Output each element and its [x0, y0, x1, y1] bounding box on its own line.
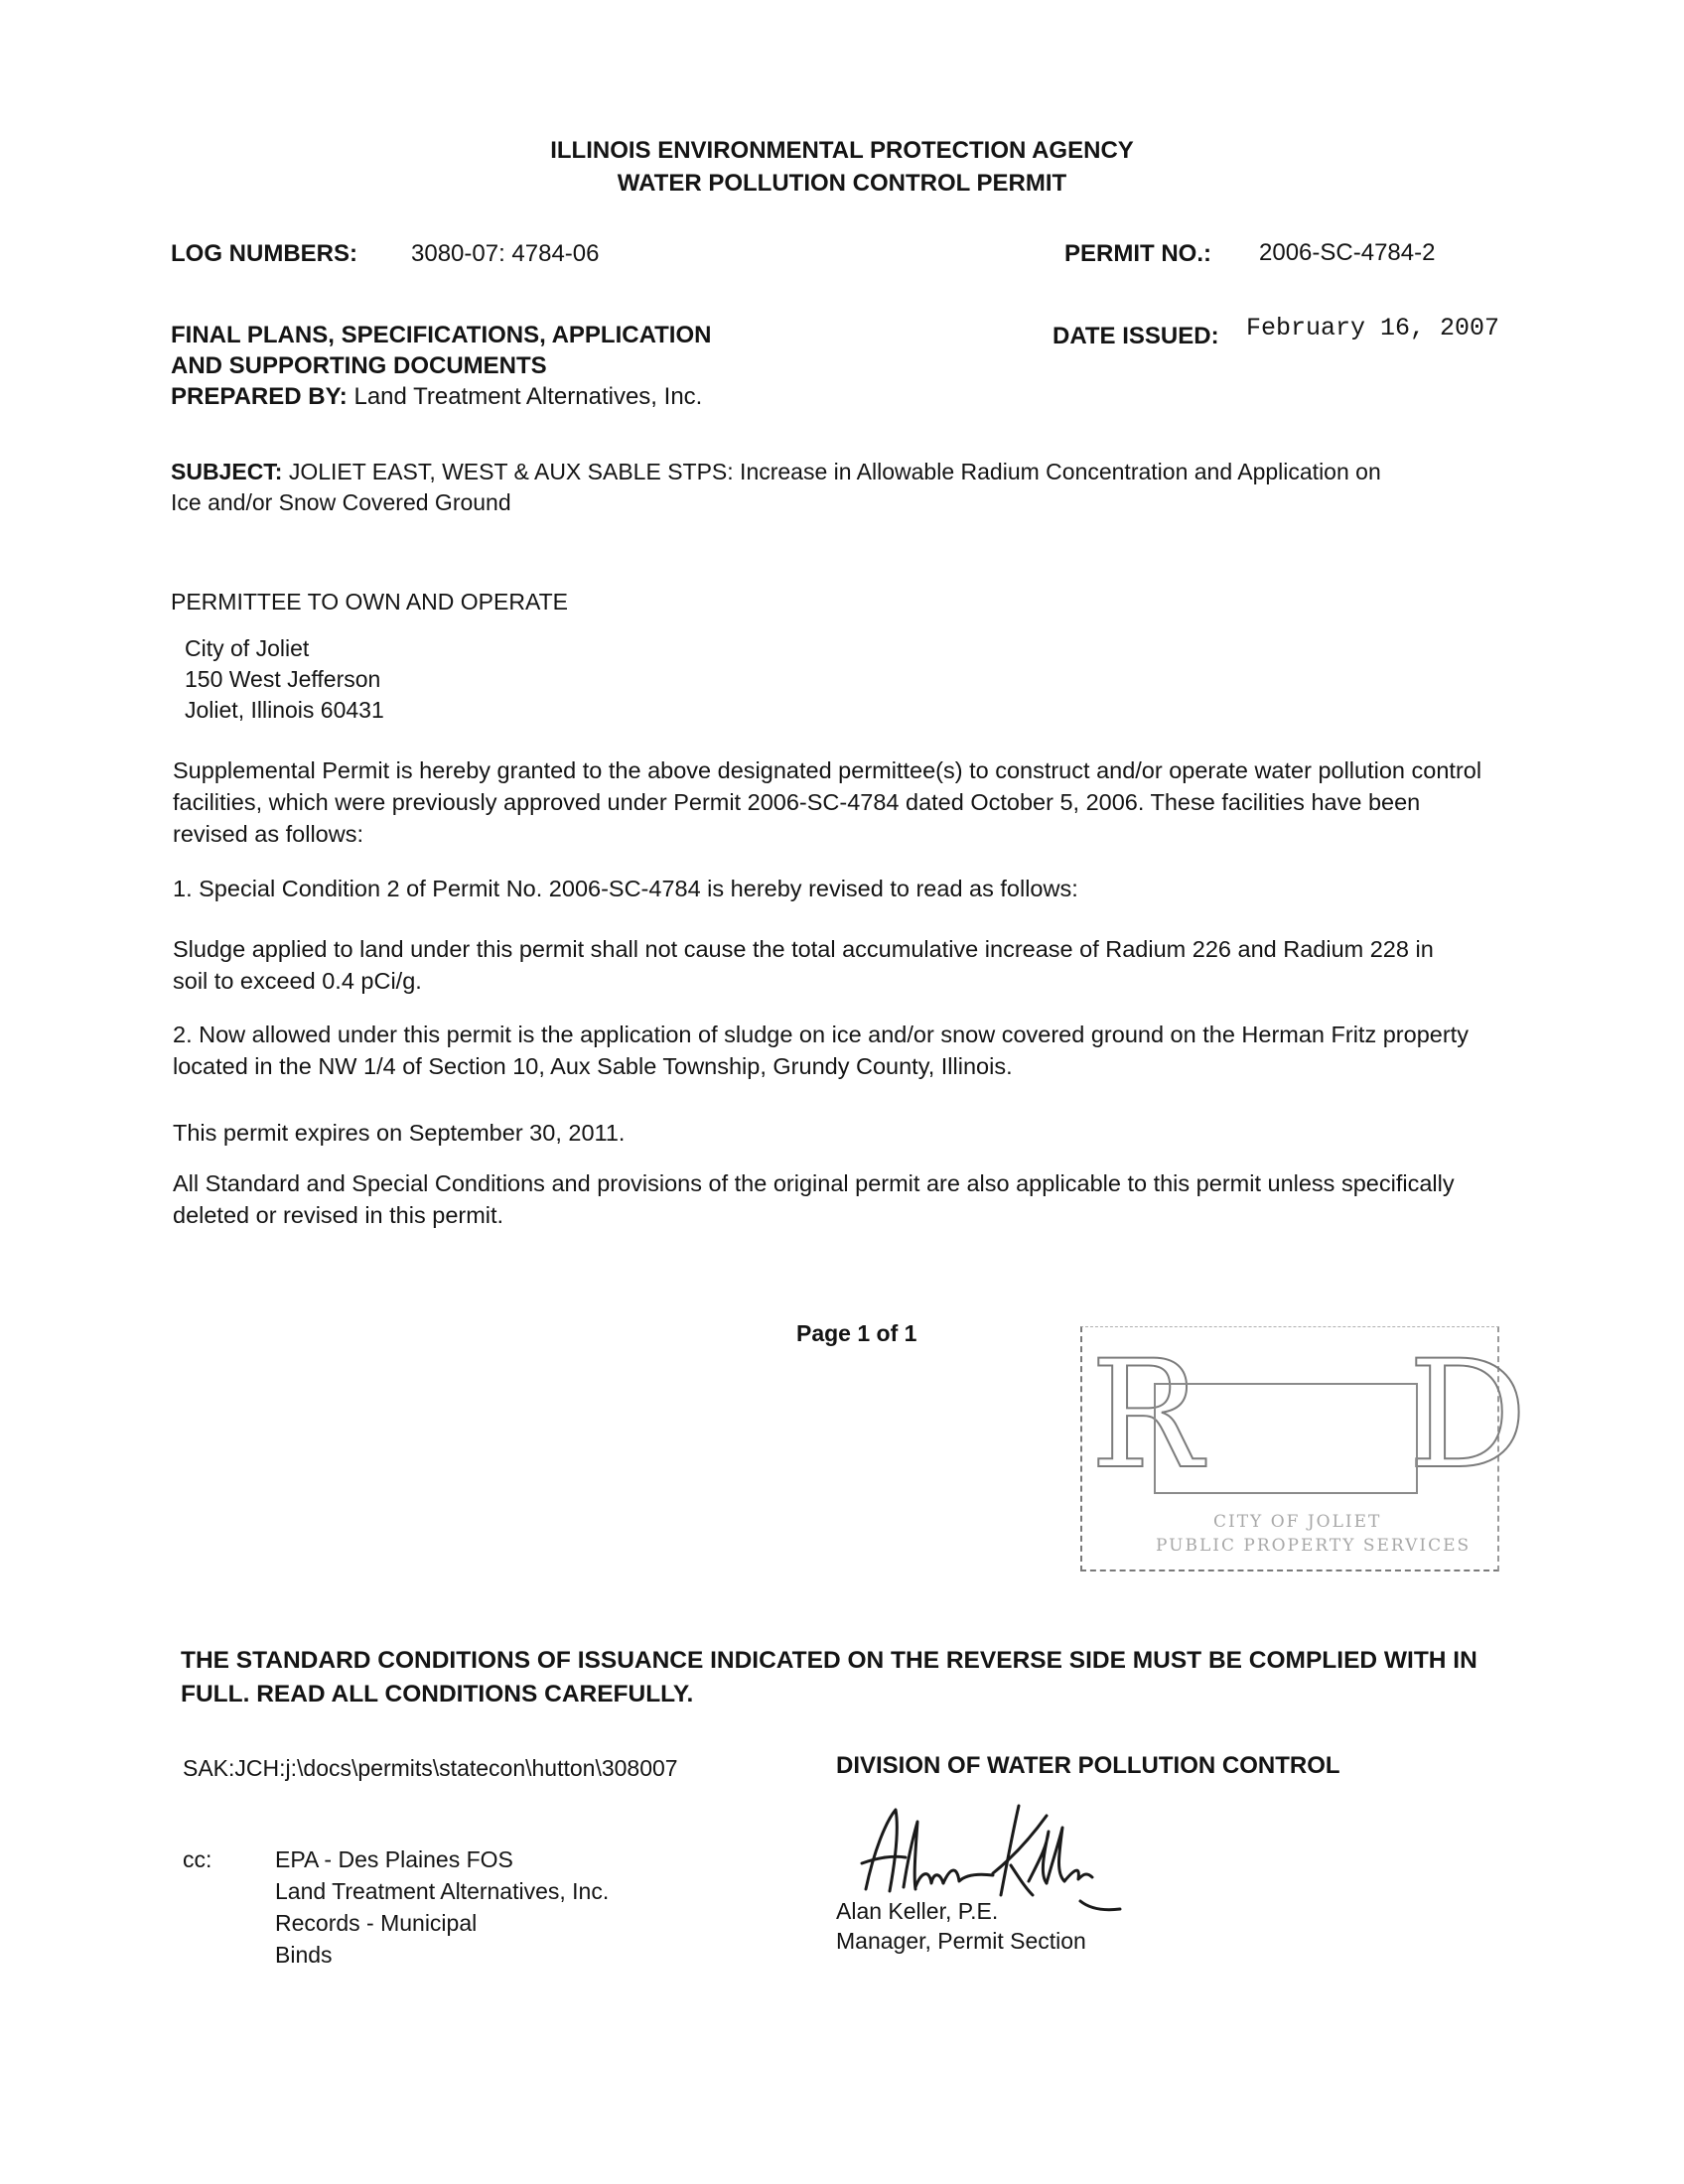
notice-line-2: FULL. READ ALL CONDITIONS CAREFULLY. [181, 1681, 694, 1707]
sludge-paragraph [173, 933, 1563, 997]
sludge-line-1: Sludge applied to land under this permit shall not cause the total accumulative increase of Radium 226 and Radium 228 in [173, 936, 1434, 962]
cc-recipient: Binds [275, 1942, 333, 1968]
item-2 [173, 1019, 1563, 1082]
permittee-name: City of Joliet [185, 635, 310, 661]
permit-type: WATER POLLUTION CONTROL PERMIT [617, 170, 1067, 197]
log-numbers-value: 3080-07: 4784-06 [411, 240, 600, 267]
grant-line-3: revised as follows: [173, 821, 363, 847]
subject-label: SUBJECT: [171, 459, 283, 484]
item-2-line-1: 2. Now allowed under this permit is the application of sludge on ice and/or snow covered ground on the Herman Fritz property [173, 1022, 1469, 1047]
cc-recipient: EPA - Des Plaines FOS [275, 1846, 513, 1872]
cc-recipient: Land Treatment Alternatives, Inc. [275, 1878, 610, 1904]
date-issued-value: February 16, 2007 [1246, 314, 1500, 342]
cc-label: cc: [183, 1846, 212, 1872]
stamp-text-1: CITY OF JOLIET [1213, 1512, 1382, 1532]
item-2-line-2: located in the NW 1/4 of Section 10, Aux Sable Township, Grundy County, Illinois. [173, 1053, 1013, 1079]
permittee-street: 150 West Jefferson [185, 666, 381, 692]
subject-line-1 [171, 456, 1581, 487]
prepared-by-value: Land Treatment Alternatives, Inc. [353, 383, 703, 410]
stamp-date-box [1154, 1383, 1418, 1494]
cc-list [275, 1843, 609, 1971]
conditions-line-1: All Standard and Special Conditions and provisions of the original permit are also applicable to this permit unless specifically [173, 1170, 1455, 1196]
permit-number-value: 2006-SC-4784-2 [1259, 239, 1436, 266]
permittee-city: Joliet, Illinois 60431 [185, 697, 384, 723]
prepared-by-line [171, 382, 702, 412]
permit-number-label: PERMIT NO.: [1064, 240, 1211, 267]
prepared-by-label: PREPARED BY: [171, 383, 348, 410]
signatory-title: Manager, Permit Section [836, 1928, 1086, 1954]
subject-line-2: Ice and/or Snow Covered Ground [171, 489, 511, 515]
document-header [0, 134, 1684, 200]
cc-recipient: Records - Municipal [275, 1910, 478, 1936]
stamp-letter-d: D [1408, 1329, 1528, 1502]
division-name: DIVISION OF WATER POLLUTION CONTROL [836, 1752, 1340, 1779]
stamp-text-2: PUBLIC PROPERTY SERVICES [1156, 1536, 1472, 1556]
plans-line-1: FINAL PLANS, SPECIFICATIONS, APPLICATION [171, 322, 712, 348]
item-1: 1. Special Condition 2 of Permit No. 2006-SC-4784 is hereby revised to read as follows: [173, 876, 1078, 901]
grant-line-2: facilities, which were previously approved under Permit 2006-SC-4784 dated October 5, 2006. These facilities have been [173, 789, 1421, 815]
signatory-name: Alan Keller, P.E. [836, 1898, 999, 1924]
notice-line-1: THE STANDARD CONDITIONS OF ISSUANCE INDICATED ON THE REVERSE SIDE MUST BE COMPLIED WITH IN [181, 1647, 1477, 1674]
stamp-letter-r: R [1090, 1329, 1202, 1502]
plans-line-2: AND SUPPORTING DOCUMENTS [171, 352, 547, 379]
conditions-line-2: deleted or revised in this permit. [173, 1202, 504, 1228]
date-issued-label: DATE ISSUED: [1052, 323, 1219, 349]
conditions-paragraph [173, 1167, 1563, 1231]
page-indicator: Page 1 of 1 [796, 1320, 917, 1346]
received-stamp [1080, 1326, 1528, 1571]
file-reference: SAK:JCH:j:\docs\permits\statecon\hutton\308007 [183, 1755, 678, 1781]
subject-text: JOLIET EAST, WEST & AUX SABLE STPS: Increase in Allowable Radium Concentration and Application on [288, 459, 1381, 484]
permittee-heading: PERMITTEE TO OWN AND OPERATE [171, 589, 568, 614]
standard-conditions-notice [181, 1644, 1591, 1711]
log-numbers-label: LOG NUMBERS: [171, 240, 357, 267]
grant-paragraph [173, 754, 1563, 850]
agency-name: ILLINOIS ENVIRONMENTAL PROTECTION AGENCY [550, 137, 1134, 164]
sludge-line-2: soil to exceed 0.4 pCi/g. [173, 968, 422, 994]
expiration-statement: This permit expires on September 30, 2011. [173, 1120, 626, 1146]
grant-line-1: Supplemental Permit is hereby granted to the above designated permittee(s) to construct and/or operate water pollution control [173, 757, 1482, 783]
